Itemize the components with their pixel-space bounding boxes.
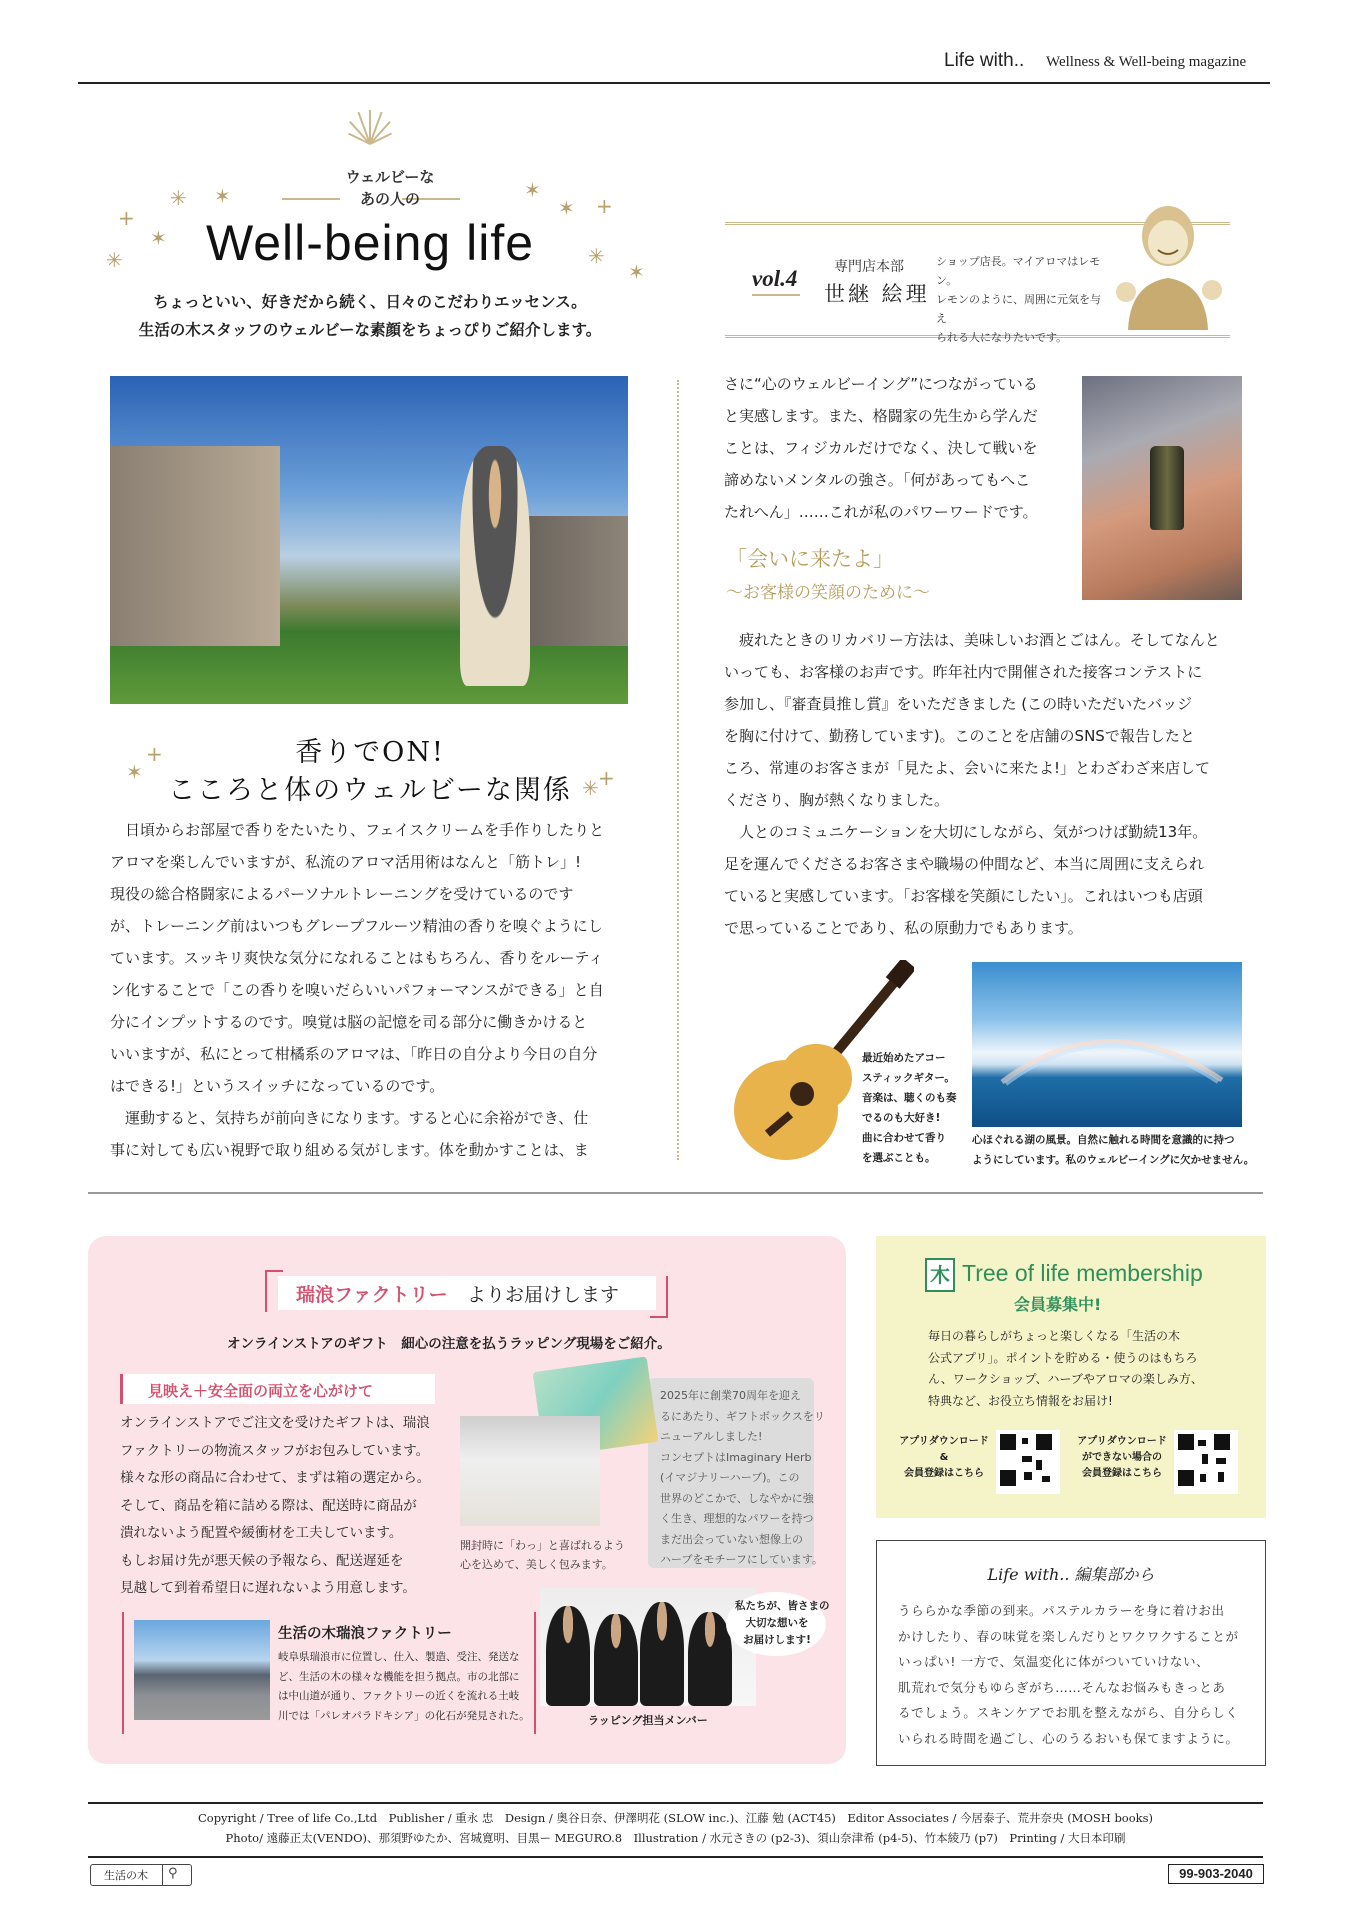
magazine-tagline: Wellness & Well-being magazine [1046, 54, 1247, 70]
wrapping-caption [460, 1536, 625, 1574]
body-line: アロマを楽しんでいますが、私流のアロマ活用術はなんと「筋トレ」! [110, 853, 582, 871]
qr-label-line: 会員登録はこちら [1082, 1468, 1162, 1479]
body-line: 肌荒れで気分もゆらぎがち……そんなお悩みもきっとあ [898, 1679, 1226, 1695]
gift-subheading: 見映え＋安全面の両立を心がけて [148, 1382, 374, 1400]
body-line: 見越して到着希望日に遅れないよう用意します。 [120, 1580, 416, 1596]
gift-title: よりお届けします [467, 1284, 620, 1306]
caption-line: を選ぶことも。 [862, 1152, 936, 1164]
section-divider [88, 1192, 1263, 1194]
search-box-label: 生活の木 [104, 1869, 148, 1882]
column-divider [677, 380, 679, 1160]
body-line: 分にインプットするのです。嗅覚は脳の記憶を司る部分に働きかけると [110, 1013, 588, 1031]
qr-label-line: 会員登録はこちら [904, 1468, 984, 1479]
concept-line: く生き、理想的なパワーを持つ [660, 1512, 814, 1525]
footer-rule [88, 1802, 1263, 1804]
factory-line: ど、生活の木の様々な機能を担う拠点。市の北部に [278, 1670, 520, 1683]
concept-line: るにあたり、ギフトボックスをリ [660, 1409, 825, 1423]
sparkle-icon: + [118, 206, 135, 230]
body-line: が、トレーニング前はいつもグレープフルーツ精油の香りを嗅ぐようにし [110, 917, 603, 935]
body-line: もしお届け先が悪天候の予報なら、配送遅延を [120, 1552, 404, 1569]
wrapping-staff-photo [540, 1588, 756, 1706]
body-line: るでしょう。スキンケアでお肌を整えながら、自分らしく [898, 1705, 1239, 1720]
body-line: うららかな季節の到来。パステルカラーを身に着けお出 [898, 1603, 1225, 1618]
sparkle-icon: ✶ [628, 260, 645, 284]
magazine-brand: Life with.. [944, 50, 1025, 71]
section-subheading-secondary: 〜お客様の笑顔のために〜 [726, 583, 930, 603]
body-line: 運動すると、気持ちが前向きになります。すると心に余裕ができ、仕 [110, 1109, 589, 1127]
sparkle-icon: + [598, 766, 615, 790]
sparkle-icon: ✶ [214, 184, 231, 208]
membership-title: Tree of life membership [962, 1260, 1203, 1286]
qr-code-app[interactable] [996, 1430, 1060, 1494]
profile-description-line: ショップ店長。マイアロマはレモン。 [936, 255, 1101, 287]
concept-line: 世界のどこかで、しなやかに強 [660, 1491, 814, 1505]
concept-line: コンセプトはImaginary Herb [660, 1450, 812, 1464]
bubble-line: お届けします! [743, 1634, 811, 1646]
body-line: 諦めないメンタルの強さ。「何があってもへこ [724, 471, 1031, 489]
profile-name: 世継 絵理 [824, 282, 930, 306]
factory-title: 生活の木瑞浪ファクトリー [278, 1626, 452, 1642]
guitar-caption [862, 1048, 957, 1168]
staff-caption: ラッピング担当メンバー [588, 1714, 708, 1727]
membership-subtitle: 会員募集中! [1014, 1295, 1102, 1314]
editor-note-title: Life with.. 編集部から [987, 1565, 1155, 1584]
sparkle-icon: ✳ [170, 186, 187, 210]
body-line: ことは、フィジカルだけでなく、決して戦いを [724, 439, 1038, 457]
article-heading: こころと体のウェルビーな関係 [168, 775, 572, 806]
sparkle-icon: ✶ [558, 196, 575, 220]
sparkle-icon: ✶ [524, 178, 541, 202]
gift-lead: オンラインストアのギフト 細心の注意を払うラッピング現場をご紹介。 [227, 1336, 671, 1352]
wrapping-photo [460, 1416, 600, 1526]
body-line: いっても、お客様のお声です。昨年社内で開催された接客コンテストに [724, 663, 1203, 681]
factory-photo [134, 1620, 270, 1720]
body-line: くださり、胸が熱くなりました。 [724, 791, 950, 809]
body-line: 参加し、『審査員推し賞』をいただきました (この時いただいたバッジ [724, 695, 1193, 713]
sparkle-icon: ✶ [150, 226, 167, 250]
portrait-illustration [1108, 192, 1226, 330]
body-line: ファクトリーの物流スタッフがお包みしています。 [120, 1442, 430, 1459]
qr-code-web[interactable] [1174, 1430, 1238, 1494]
qr-label-line: アプリダウンロード [1077, 1436, 1167, 1447]
qr-label-line: & [939, 1452, 949, 1463]
sparkle-icon: + [596, 194, 613, 218]
section-subheading: 「会いに来たよ」 [726, 547, 894, 571]
feature-title: Well-being life [205, 215, 535, 271]
speech-bubble-text [735, 1598, 830, 1649]
kicker-line: あの人の [359, 190, 420, 208]
sparkle-icon: ✳ [588, 244, 605, 268]
body-line: 足を運んでくださるお客さまや職場の仲間など、本当に周囲に支えられ [724, 855, 1205, 873]
body-line: 現役の総合格闘家によるパーソナルトレーニングを受けているのです [110, 885, 574, 903]
editor-note-body [898, 1598, 1239, 1751]
body-line: はできる!」というスイッチになっているのです。 [110, 1077, 445, 1095]
article-body-right-top [724, 368, 1038, 528]
caption-line: 心を込めて、美しく包みます。 [460, 1558, 613, 1571]
sparkle-icon: ✶ [126, 760, 143, 784]
body-line: ン化することで「この香りを嗅いだらいいパフォーマンスができる」と自 [110, 981, 604, 999]
factory-line: 川では「パレオパラドキシア」の化石が発見された。 [278, 1709, 530, 1722]
body-line: 事に対しても広い視野で取り組める気がします。体を動かすことは、ま [110, 1141, 589, 1159]
factory-description [278, 1648, 530, 1726]
staff-jumping-photo [110, 376, 628, 704]
feature-kicker [300, 166, 480, 210]
caption-line: 曲に合わせて香り [862, 1132, 946, 1144]
lake-caption [972, 1130, 1254, 1170]
tree-logo-icon: 木 [925, 1258, 955, 1292]
body-line: ています。スッキリ爽快な気分になれることはもちろん、香りをルーティ [110, 949, 604, 967]
feature-lead: 生活の木スタッフのウェルビーな素顔をちょっぴりご紹介します。 [138, 321, 602, 339]
feature-lead: ちょっといい、好きだから続く、日々のこだわりエッセンス。 [153, 293, 587, 311]
body-line: 人とのコミュニケーションを大切にしながら、気がつけば勤続13年。 [724, 823, 1208, 841]
caption-line: スティックギター。 [862, 1072, 955, 1084]
article-body-left [110, 814, 604, 1166]
search-icon[interactable]: ⚲ [168, 1866, 178, 1881]
profile-description [936, 252, 1106, 347]
body-line: 疲れたときのリカバリー方法は、美味しいお酒とごはん。そしてなんと [724, 631, 1220, 649]
body-line: 公式アプリ」。ポイントを貯める・使うのはもちろ [928, 1350, 1198, 1365]
body-line: 潰れないよう配置や緩衝材を工夫しています。 [120, 1525, 403, 1541]
concept-line: ハーブをモチーフにしています。 [660, 1553, 824, 1566]
profile-department: 専門店本部 [834, 259, 904, 275]
body-line: いっぱい! 一方で、気温変化に体がついていけない、 [898, 1654, 1210, 1669]
qr-label-app [898, 1434, 990, 1482]
factory-line: は中山道が通り、ファクトリーの近くを流れる土岐 [278, 1690, 520, 1702]
profile-description-line: られる人になりたいです。 [936, 331, 1068, 344]
factory-line: 岐阜県瑞浪市に位置し、仕入、製造、受注、発送な [278, 1651, 520, 1663]
concept-line: 2025年に創業70周年を迎え [660, 1389, 801, 1402]
body-line: ん、ワークショップ、ハーブやアロマの楽しみ方、 [928, 1372, 1203, 1386]
sparkle-icon: + [146, 742, 163, 766]
body-line: 日頃からお部屋で香りをたいたり、フェイスクリームを手作りしたりと [110, 821, 605, 839]
article-heading: 香りでON! [295, 737, 445, 768]
caption-line: 開封時に「わっ」と喜ばれるよう [460, 1539, 625, 1552]
lake-rainbow-photo [972, 962, 1242, 1127]
caption-line: ようにしています。私のウェルビーイングに欠かせません。 [972, 1154, 1255, 1166]
body-line: で思っていることであり、私の原動力でもあります。 [724, 919, 1083, 937]
body-line: オンラインストアでご注文を受けたギフトは、瑞浪 [120, 1415, 430, 1431]
qr-label-web [1076, 1434, 1168, 1482]
concept-line: (イマジナリーハーブ)。この [660, 1471, 800, 1484]
body-line: を胸に付けて、勤務しています)。このことを店舗のSNSで報告したと [724, 727, 1195, 745]
search-box-divider [162, 1864, 163, 1886]
body-line: ていると実感しています。「お客様を笑顔にしたい」。これはいつも店頭 [724, 887, 1203, 905]
body-line: そして、商品を箱に詰める際は、配送時に商品が [120, 1497, 417, 1514]
qr-label-line: ができない場合の [1082, 1452, 1162, 1463]
caption-line: でるのも大好き! [862, 1112, 941, 1124]
body-line: 特典など、お役立ち情報をお届け! [928, 1393, 1113, 1408]
body-line: 毎日の暮らしがちょっと楽しくなる「生活の木 [928, 1329, 1181, 1343]
concept-line: まだ出会っていない想像上の [660, 1532, 803, 1546]
body-line: かけしたり、春の味覚を楽しんだりとワクワクすることが [898, 1628, 1239, 1644]
qr-label-line: アプリダウンロード [899, 1436, 989, 1447]
body-line: いられる時間を過ごし、心のうるおいも保てますように。 [898, 1730, 1239, 1746]
kicker-line: ウェルビーな [345, 168, 435, 186]
caption-line: 音楽は、聴くのも奏 [862, 1092, 957, 1104]
bubble-line: 私たちが、皆さまの [735, 1600, 830, 1612]
concept-line: ニューアルしました! [660, 1430, 763, 1443]
body-line: と実感します。また、格闘家の先生から学んだ [724, 407, 1038, 425]
body-line: ころ、常連のお客さまが「見たよ、会いに来たよ!」とわざわざ来店して [724, 759, 1211, 777]
gift-body [120, 1410, 430, 1603]
profile-description-line: レモンのように、周囲に元気を与え [936, 293, 1101, 325]
body-line: いいますが、私にとって柑橘系のアロマは、「昨日の自分より今日の自分 [110, 1045, 598, 1063]
body-line: たれへん」……これが私のパワーワードです。 [724, 503, 1038, 521]
credits-line: Photo/ 遠藤正太(VENDO)、那須野ゆたか、宮城寛明、目黒ー MEGURO.8 Illustration / 水元さきの (p2-3)、須山奈津希 (p4-5)、竹本綾乃 (p7) Printing / 大日本印刷 [225, 1831, 1126, 1845]
volume-underline [752, 294, 800, 296]
footer-rule [88, 1856, 1263, 1858]
issue-volume: vol.4 [752, 266, 798, 291]
caption-line: 心ほぐれる湖の風景。自然に触れる時間を意識的に持つ [972, 1134, 1235, 1146]
aroma-bottle-photo [1082, 376, 1242, 600]
gift-title-accent: 瑞浪ファクトリー [296, 1284, 448, 1306]
membership-body [928, 1326, 1203, 1412]
product-code: 99-903-2040 [1168, 1864, 1264, 1884]
body-line: さに“心のウェルビーイング”につながっている [724, 375, 1038, 393]
concept-note [660, 1386, 825, 1571]
sparkle-icon: ✳ [106, 248, 123, 272]
bubble-line: 大切な想いを [745, 1617, 809, 1629]
body-line: 様々な形の商品に合わせて、まずは箱の選定から。 [120, 1470, 431, 1486]
caption-line: 最近始めたアコー [862, 1052, 946, 1064]
article-body-right [724, 624, 1220, 944]
sparkle-icon: ✳ [582, 776, 599, 800]
credits-line: Copyright / Tree of life Co.,Ltd Publisher / 重永 忠 Design / 奥谷日奈、伊澤明花 (SLOW inc.)、江藤 勉 (ACT45) Editor Associates / 今居泰子、荒井奈央 (MOSH books) [197, 1811, 1154, 1825]
